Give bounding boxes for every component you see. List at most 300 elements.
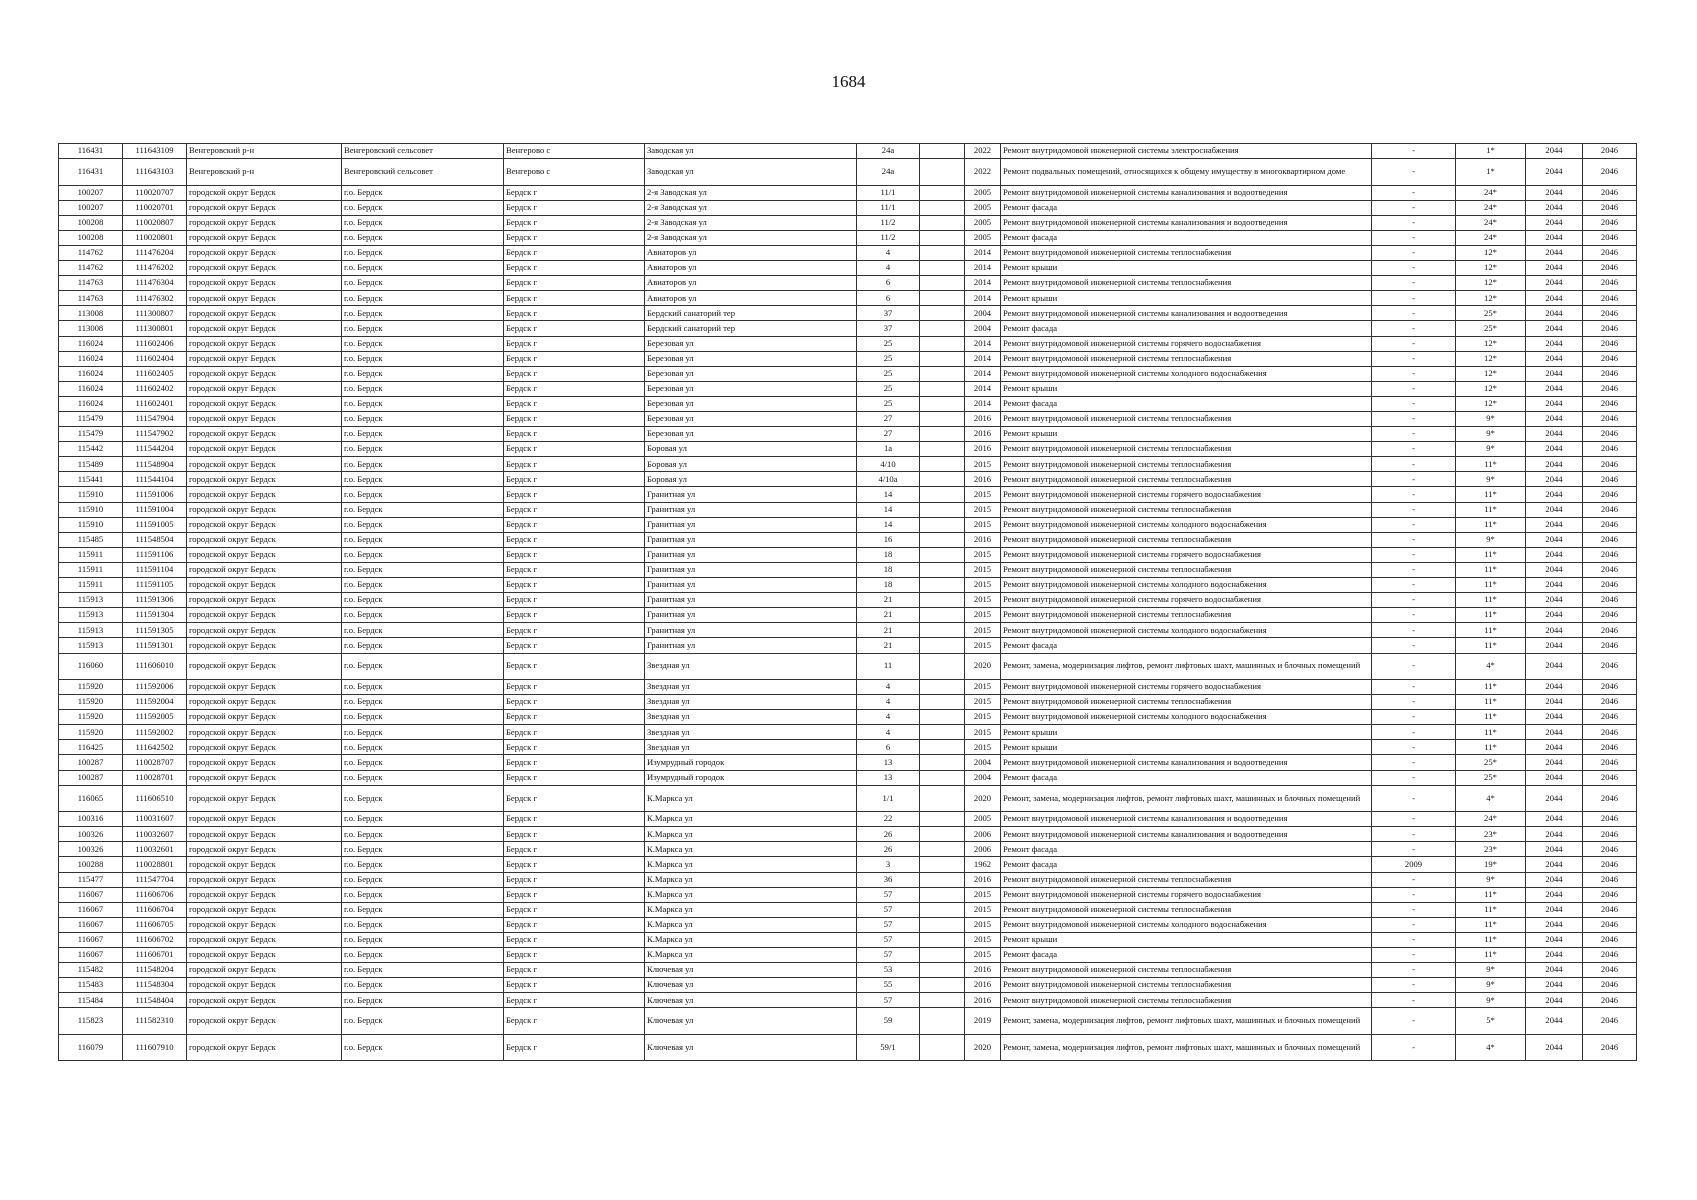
cell-plan-start-year: 2044 <box>1526 442 1583 457</box>
table-row <box>59 902 1637 917</box>
cell-commission-year: 1962 <box>965 857 1001 872</box>
cell-house-id: 116067 <box>59 887 123 902</box>
cell-locality: Венгерово с <box>504 159 645 186</box>
cell-object-code: 111591006 <box>123 487 187 502</box>
cell-house-id: 115913 <box>59 608 123 623</box>
table-row <box>59 812 1637 827</box>
cell-work-type: Ремонт внутридомовой инженерной системы канализования и водоотведения <box>1001 306 1372 321</box>
cell-object-code: 110031607 <box>123 812 187 827</box>
cell-plan-start-year: 2044 <box>1526 710 1583 725</box>
cell-house-number: 57 <box>857 917 920 932</box>
cell-service-life: 25* <box>1456 306 1526 321</box>
cell-municipal-district: городской округ Бердск <box>187 1034 342 1061</box>
cell-commission-year: 2015 <box>965 710 1001 725</box>
cell-street: Ключевая ул <box>645 1034 857 1061</box>
table-row <box>59 593 1637 608</box>
cell-last-repair-year: - <box>1372 902 1456 917</box>
cell-commission-year: 2006 <box>965 842 1001 857</box>
cell-plan-end-year: 2046 <box>1583 932 1637 947</box>
cell-settlement: г.о. Бердск <box>342 872 504 887</box>
cell-work-type: Ремонт внутридомовой инженерной системы теплоснабжения <box>1001 608 1372 623</box>
cell-settlement: г.о. Бердск <box>342 740 504 755</box>
cell-plan-start-year: 2044 <box>1526 532 1583 547</box>
cell-locality: Бердск г <box>504 381 645 396</box>
cell-plan-end-year: 2046 <box>1583 755 1637 770</box>
cell-municipal-district: городской округ Бердск <box>187 442 342 457</box>
table-row <box>59 276 1637 291</box>
cell-plan-start-year: 2044 <box>1526 306 1583 321</box>
cell-locality: Бердск г <box>504 902 645 917</box>
cell-street: Звездная ул <box>645 725 857 740</box>
cell-plan-start-year: 2044 <box>1526 623 1583 638</box>
cell-work-type: Ремонт, замена, модернизация лифтов, ремонт лифтовых шахт, машинных и блочных помещений <box>1001 1034 1372 1061</box>
cell-building <box>920 887 965 902</box>
cell-house-id: 115910 <box>59 487 123 502</box>
cell-house-number: 11/2 <box>857 215 920 230</box>
cell-plan-start-year: 2044 <box>1526 487 1583 502</box>
cell-locality: Бердск г <box>504 978 645 993</box>
cell-service-life: 12* <box>1456 276 1526 291</box>
cell-last-repair-year: - <box>1372 245 1456 260</box>
cell-settlement: г.о. Бердск <box>342 200 504 215</box>
cell-building <box>920 978 965 993</box>
cell-plan-start-year: 2044 <box>1526 770 1583 785</box>
cell-house-number: 37 <box>857 321 920 336</box>
cell-work-type: Ремонт фасада <box>1001 770 1372 785</box>
cell-locality: Венгерово с <box>504 144 645 159</box>
cell-object-code: 111544104 <box>123 472 187 487</box>
cell-street: Гранитная ул <box>645 517 857 532</box>
cell-house-number: 59 <box>857 1008 920 1035</box>
cell-plan-start-year: 2044 <box>1526 230 1583 245</box>
cell-house-id: 116067 <box>59 948 123 963</box>
cell-service-life: 9* <box>1456 872 1526 887</box>
cell-settlement: г.о. Бердск <box>342 725 504 740</box>
cell-commission-year: 2004 <box>965 306 1001 321</box>
cell-object-code: 111591004 <box>123 502 187 517</box>
cell-street: Гранитная ул <box>645 608 857 623</box>
cell-municipal-district: городской округ Бердск <box>187 902 342 917</box>
cell-plan-end-year: 2046 <box>1583 427 1637 442</box>
cell-commission-year: 2015 <box>965 917 1001 932</box>
cell-object-code: 111591306 <box>123 593 187 608</box>
cell-plan-start-year: 2044 <box>1526 215 1583 230</box>
cell-commission-year: 2014 <box>965 366 1001 381</box>
cell-municipal-district: городской округ Бердск <box>187 366 342 381</box>
repair-schedule-table <box>58 143 1636 1061</box>
cell-house-id: 115823 <box>59 1008 123 1035</box>
cell-object-code: 111592005 <box>123 710 187 725</box>
cell-locality: Бердск г <box>504 502 645 517</box>
cell-street: Гранитная ул <box>645 562 857 577</box>
cell-last-repair-year: 2009 <box>1372 857 1456 872</box>
cell-house-id: 100287 <box>59 770 123 785</box>
cell-street: К.Маркса ул <box>645 812 857 827</box>
cell-house-id: 115911 <box>59 562 123 577</box>
cell-building <box>920 872 965 887</box>
cell-locality: Бердск г <box>504 487 645 502</box>
cell-house-id: 115910 <box>59 502 123 517</box>
cell-object-code: 111476202 <box>123 261 187 276</box>
cell-house-id: 115911 <box>59 578 123 593</box>
cell-commission-year: 2016 <box>965 872 1001 887</box>
cell-settlement: г.о. Бердск <box>342 653 504 680</box>
cell-service-life: 12* <box>1456 366 1526 381</box>
cell-work-type: Ремонт крыши <box>1001 740 1372 755</box>
cell-work-type: Ремонт внутридомовой инженерной системы холодного водоснабжения <box>1001 366 1372 381</box>
cell-commission-year: 2015 <box>965 948 1001 963</box>
cell-house-number: 11/1 <box>857 185 920 200</box>
cell-object-code: 111591105 <box>123 578 187 593</box>
cell-plan-start-year: 2044 <box>1526 725 1583 740</box>
cell-locality: Бердск г <box>504 608 645 623</box>
cell-house-number: 24а <box>857 159 920 186</box>
cell-plan-start-year: 2044 <box>1526 396 1583 411</box>
cell-municipal-district: городской округ Бердск <box>187 351 342 366</box>
cell-commission-year: 2005 <box>965 200 1001 215</box>
cell-locality: Бердск г <box>504 578 645 593</box>
cell-work-type: Ремонт внутридомовой инженерной системы теплоснабжения <box>1001 502 1372 517</box>
cell-house-number: 26 <box>857 842 920 857</box>
cell-house-id: 116024 <box>59 351 123 366</box>
cell-municipal-district: городской округ Бердск <box>187 502 342 517</box>
cell-plan-start-year: 2044 <box>1526 562 1583 577</box>
cell-work-type: Ремонт внутридомовой инженерной системы теплоснабжения <box>1001 562 1372 577</box>
cell-last-repair-year: - <box>1372 740 1456 755</box>
cell-municipal-district: городской округ Бердск <box>187 755 342 770</box>
cell-house-id: 115479 <box>59 412 123 427</box>
cell-commission-year: 2014 <box>965 245 1001 260</box>
cell-house-id: 116060 <box>59 653 123 680</box>
cell-building <box>920 261 965 276</box>
cell-commission-year: 2014 <box>965 261 1001 276</box>
cell-object-code: 111476304 <box>123 276 187 291</box>
cell-plan-start-year: 2044 <box>1526 978 1583 993</box>
cell-commission-year: 2015 <box>965 517 1001 532</box>
cell-object-code: 111592002 <box>123 725 187 740</box>
cell-house-id: 116425 <box>59 740 123 755</box>
cell-house-number: 25 <box>857 396 920 411</box>
cell-work-type: Ремонт, замена, модернизация лифтов, ремонт лифтовых шахт, машинных и блочных помещений <box>1001 653 1372 680</box>
cell-plan-start-year: 2044 <box>1526 932 1583 947</box>
cell-street: Звездная ул <box>645 695 857 710</box>
cell-last-repair-year: - <box>1372 502 1456 517</box>
cell-settlement: Венгеровский сельсовет <box>342 144 504 159</box>
cell-service-life: 12* <box>1456 261 1526 276</box>
cell-locality: Бердск г <box>504 993 645 1008</box>
cell-house-number: 4 <box>857 725 920 740</box>
cell-street: Гранитная ул <box>645 487 857 502</box>
cell-plan-end-year: 2046 <box>1583 200 1637 215</box>
cell-street: Заводская ул <box>645 144 857 159</box>
cell-settlement: г.о. Бердск <box>342 842 504 857</box>
cell-plan-start-year: 2044 <box>1526 695 1583 710</box>
table-row <box>59 932 1637 947</box>
cell-object-code: 111602406 <box>123 336 187 351</box>
cell-object-code: 110020801 <box>123 230 187 245</box>
cell-plan-end-year: 2046 <box>1583 487 1637 502</box>
table-row <box>59 755 1637 770</box>
cell-plan-end-year: 2046 <box>1583 321 1637 336</box>
cell-building <box>920 412 965 427</box>
cell-house-id: 100287 <box>59 755 123 770</box>
cell-commission-year: 2020 <box>965 653 1001 680</box>
cell-municipal-district: городской округ Бердск <box>187 427 342 442</box>
cell-settlement: г.о. Бердск <box>342 306 504 321</box>
cell-settlement: г.о. Бердск <box>342 487 504 502</box>
cell-plan-end-year: 2046 <box>1583 1008 1637 1035</box>
table-row <box>59 472 1637 487</box>
cell-municipal-district: городской округ Бердск <box>187 1008 342 1035</box>
cell-building <box>920 680 965 695</box>
cell-house-number: 25 <box>857 351 920 366</box>
cell-street: К.Маркса ул <box>645 857 857 872</box>
cell-house-number: 21 <box>857 638 920 653</box>
cell-settlement: г.о. Бердск <box>342 948 504 963</box>
cell-locality: Бердск г <box>504 695 645 710</box>
cell-building <box>920 442 965 457</box>
cell-work-type: Ремонт внутридомовой инженерной системы горячего водоснабжения <box>1001 487 1372 502</box>
cell-street: 2-я Заводская ул <box>645 230 857 245</box>
cell-object-code: 110032607 <box>123 827 187 842</box>
cell-last-repair-year: - <box>1372 336 1456 351</box>
cell-object-code: 111592004 <box>123 695 187 710</box>
cell-street: К.Маркса ул <box>645 887 857 902</box>
cell-service-life: 5* <box>1456 1008 1526 1035</box>
cell-house-id: 100326 <box>59 827 123 842</box>
cell-building <box>920 381 965 396</box>
cell-last-repair-year: - <box>1372 638 1456 653</box>
cell-plan-start-year: 2044 <box>1526 472 1583 487</box>
cell-last-repair-year: - <box>1372 593 1456 608</box>
cell-locality: Бердск г <box>504 770 645 785</box>
cell-street: Авиаторов ул <box>645 261 857 276</box>
cell-house-number: 26 <box>857 827 920 842</box>
cell-last-repair-year: - <box>1372 517 1456 532</box>
cell-work-type: Ремонт внутридомовой инженерной системы холодного водоснабжения <box>1001 623 1372 638</box>
cell-house-id: 115485 <box>59 532 123 547</box>
cell-house-id: 115913 <box>59 623 123 638</box>
cell-street: Бердский санаторий тер <box>645 306 857 321</box>
cell-municipal-district: городской округ Бердск <box>187 623 342 638</box>
cell-service-life: 11* <box>1456 887 1526 902</box>
cell-last-repair-year: - <box>1372 472 1456 487</box>
cell-municipal-district: городской округ Бердск <box>187 653 342 680</box>
cell-building <box>920 336 965 351</box>
cell-building <box>920 502 965 517</box>
cell-street: Гранитная ул <box>645 547 857 562</box>
cell-locality: Бердск г <box>504 366 645 381</box>
cell-service-life: 1* <box>1456 144 1526 159</box>
cell-locality: Бердск г <box>504 215 645 230</box>
cell-service-life: 25* <box>1456 755 1526 770</box>
cell-street: Звездная ул <box>645 710 857 725</box>
cell-building <box>920 215 965 230</box>
cell-object-code: 111547902 <box>123 427 187 442</box>
cell-service-life: 9* <box>1456 993 1526 1008</box>
cell-municipal-district: городской округ Бердск <box>187 842 342 857</box>
cell-object-code: 110028801 <box>123 857 187 872</box>
cell-service-life: 12* <box>1456 396 1526 411</box>
cell-commission-year: 2019 <box>965 1008 1001 1035</box>
cell-last-repair-year: - <box>1372 842 1456 857</box>
table-row <box>59 710 1637 725</box>
cell-plan-end-year: 2046 <box>1583 457 1637 472</box>
cell-settlement: г.о. Бердск <box>342 887 504 902</box>
cell-building <box>920 366 965 381</box>
cell-settlement: г.о. Бердск <box>342 442 504 457</box>
cell-plan-end-year: 2046 <box>1583 185 1637 200</box>
cell-plan-end-year: 2046 <box>1583 306 1637 321</box>
cell-commission-year: 2015 <box>965 593 1001 608</box>
cell-street: К.Маркса ул <box>645 917 857 932</box>
cell-building <box>920 1008 965 1035</box>
cell-plan-start-year: 2044 <box>1526 200 1583 215</box>
cell-house-number: 13 <box>857 770 920 785</box>
cell-commission-year: 2016 <box>965 472 1001 487</box>
cell-object-code: 110020701 <box>123 200 187 215</box>
cell-street: Авиаторов ул <box>645 276 857 291</box>
cell-street: Изумрудный городок <box>645 755 857 770</box>
cell-street: Ключевая ул <box>645 993 857 1008</box>
table-row <box>59 785 1637 812</box>
cell-house-number: 1а <box>857 442 920 457</box>
cell-building <box>920 740 965 755</box>
cell-municipal-district: городской округ Бердск <box>187 887 342 902</box>
cell-locality: Бердск г <box>504 755 645 770</box>
cell-commission-year: 2004 <box>965 770 1001 785</box>
cell-last-repair-year: - <box>1372 725 1456 740</box>
cell-building <box>920 593 965 608</box>
cell-plan-end-year: 2046 <box>1583 623 1637 638</box>
cell-settlement: г.о. Бердск <box>342 593 504 608</box>
cell-settlement: г.о. Бердск <box>342 412 504 427</box>
cell-building <box>920 755 965 770</box>
cell-house-number: 3 <box>857 857 920 872</box>
cell-object-code: 111476204 <box>123 245 187 260</box>
cell-settlement: г.о. Бердск <box>342 502 504 517</box>
cell-house-id: 115920 <box>59 680 123 695</box>
cell-plan-start-year: 2044 <box>1526 963 1583 978</box>
table-row <box>59 261 1637 276</box>
cell-plan-start-year: 2044 <box>1526 291 1583 306</box>
cell-service-life: 24* <box>1456 230 1526 245</box>
cell-commission-year: 2015 <box>965 562 1001 577</box>
table-row <box>59 215 1637 230</box>
cell-locality: Бердск г <box>504 638 645 653</box>
cell-settlement: г.о. Бердск <box>342 680 504 695</box>
cell-plan-end-year: 2046 <box>1583 948 1637 963</box>
cell-municipal-district: городской округ Бердск <box>187 725 342 740</box>
cell-work-type: Ремонт крыши <box>1001 261 1372 276</box>
cell-commission-year: 2016 <box>965 412 1001 427</box>
cell-municipal-district: городской округ Бердск <box>187 638 342 653</box>
cell-plan-end-year: 2046 <box>1583 517 1637 532</box>
cell-building <box>920 842 965 857</box>
cell-building <box>920 230 965 245</box>
cell-locality: Бердск г <box>504 532 645 547</box>
cell-plan-end-year: 2046 <box>1583 608 1637 623</box>
cell-commission-year: 2016 <box>965 427 1001 442</box>
cell-street: Звездная ул <box>645 680 857 695</box>
cell-plan-end-year: 2046 <box>1583 887 1637 902</box>
cell-object-code: 111548304 <box>123 978 187 993</box>
cell-locality: Бердск г <box>504 1034 645 1061</box>
cell-municipal-district: городской округ Бердск <box>187 306 342 321</box>
cell-house-id: 116431 <box>59 159 123 186</box>
cell-last-repair-year: - <box>1372 1008 1456 1035</box>
cell-building <box>920 200 965 215</box>
cell-building <box>920 638 965 653</box>
cell-municipal-district: городской округ Бердск <box>187 785 342 812</box>
cell-municipal-district: городской округ Бердск <box>187 336 342 351</box>
cell-service-life: 12* <box>1456 291 1526 306</box>
cell-house-id: 115913 <box>59 593 123 608</box>
cell-locality: Бердск г <box>504 653 645 680</box>
cell-plan-end-year: 2046 <box>1583 680 1637 695</box>
cell-building <box>920 427 965 442</box>
cell-building <box>920 562 965 577</box>
cell-service-life: 11* <box>1456 608 1526 623</box>
cell-house-id: 116067 <box>59 932 123 947</box>
cell-municipal-district: городской округ Бердск <box>187 457 342 472</box>
cell-last-repair-year: - <box>1372 680 1456 695</box>
cell-house-id: 115920 <box>59 695 123 710</box>
cell-last-repair-year: - <box>1372 412 1456 427</box>
table-row <box>59 336 1637 351</box>
cell-service-life: 9* <box>1456 472 1526 487</box>
cell-plan-end-year: 2046 <box>1583 695 1637 710</box>
cell-building <box>920 144 965 159</box>
cell-object-code: 111602404 <box>123 351 187 366</box>
cell-plan-start-year: 2044 <box>1526 887 1583 902</box>
cell-street: К.Маркса ул <box>645 827 857 842</box>
cell-street: Березовая ул <box>645 412 857 427</box>
cell-work-type: Ремонт внутридомовой инженерной системы горячего водоснабжения <box>1001 887 1372 902</box>
cell-house-number: 14 <box>857 502 920 517</box>
cell-street: Звездная ул <box>645 653 857 680</box>
cell-work-type: Ремонт фасада <box>1001 638 1372 653</box>
cell-last-repair-year: - <box>1372 948 1456 963</box>
cell-building <box>920 185 965 200</box>
cell-street: Березовая ул <box>645 381 857 396</box>
cell-house-number: 57 <box>857 993 920 1008</box>
cell-building <box>920 532 965 547</box>
cell-municipal-district: городской округ Бердск <box>187 963 342 978</box>
cell-object-code: 111591304 <box>123 608 187 623</box>
cell-last-repair-year: - <box>1372 381 1456 396</box>
cell-house-number: 21 <box>857 623 920 638</box>
table-row <box>59 412 1637 427</box>
cell-plan-start-year: 2044 <box>1526 842 1583 857</box>
cell-last-repair-year: - <box>1372 366 1456 381</box>
cell-object-code: 110020807 <box>123 215 187 230</box>
cell-work-type: Ремонт фасада <box>1001 230 1372 245</box>
cell-object-code: 111547904 <box>123 412 187 427</box>
cell-plan-start-year: 2044 <box>1526 185 1583 200</box>
cell-locality: Бердск г <box>504 963 645 978</box>
cell-last-repair-year: - <box>1372 291 1456 306</box>
cell-locality: Бердск г <box>504 740 645 755</box>
cell-street: Боровая ул <box>645 472 857 487</box>
cell-object-code: 111592006 <box>123 680 187 695</box>
cell-service-life: 11* <box>1456 547 1526 562</box>
cell-locality: Бердск г <box>504 245 645 260</box>
cell-last-repair-year: - <box>1372 932 1456 947</box>
cell-commission-year: 2015 <box>965 887 1001 902</box>
cell-service-life: 25* <box>1456 321 1526 336</box>
cell-plan-start-year: 2044 <box>1526 740 1583 755</box>
